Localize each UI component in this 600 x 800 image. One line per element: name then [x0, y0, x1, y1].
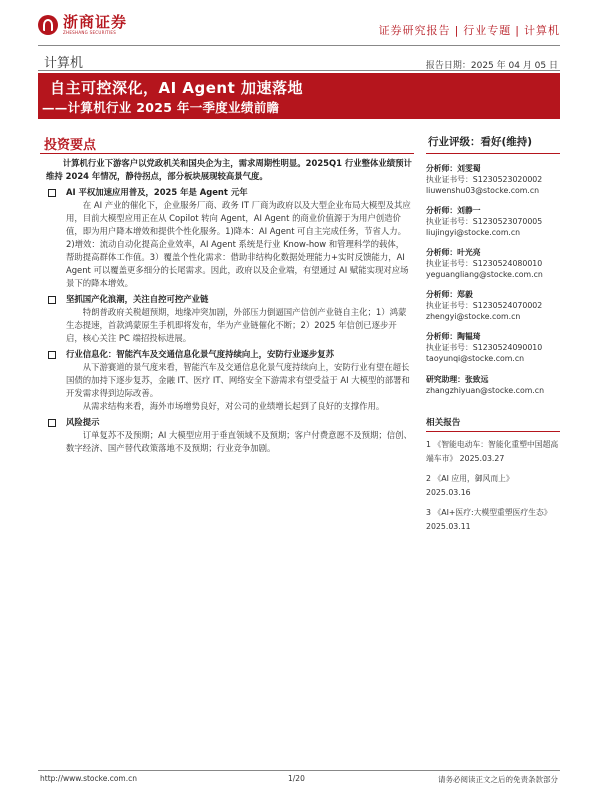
header-divider: [38, 45, 560, 46]
related-report-title[interactable]: 3 《AI+医疗:大模型重塑医疗生态》: [426, 508, 552, 517]
analyst-name: 分析师：叶光亮: [426, 248, 481, 257]
analyst-name: 分析师：陶韫琦: [426, 332, 481, 341]
related-report-title[interactable]: 1 《智能电动车：智能化重塑中国超高端车市》: [426, 440, 559, 463]
body-paragraph: 特朗普政府关税超预期，地缘冲突加剧，外部压力倒逼国产信创产业链自主化；1）鸿蒙生态提速，首款鸿蒙原生手机即将发布，华为产业链催化不断；2）2025 年信创已逐步开启，核心关注 PC 端招投标进展。: [66, 307, 407, 343]
footer-disclaimer: 请务必阅读正文之后的免责条款部分: [438, 775, 558, 784]
analyst-email[interactable]: yeguangliang@stocke.com.cn: [426, 270, 543, 279]
page-number: 1/20: [288, 774, 305, 783]
body-paragraph: 订单复苏不及预期；AI 大模型应用于垂直领域不及预期；客户付费意愿不及预期；信创、数字经济、国产替代政策落地不及预期；行业竞争加剧。: [66, 430, 412, 453]
company-logo: [38, 14, 127, 36]
assistant-name: 研究助理：张致远: [426, 375, 489, 384]
nav-industry: 计算机: [524, 24, 560, 37]
bullet-body: [46, 199, 412, 290]
related-report-date: 2025.03.11: [426, 522, 471, 531]
checkbox-bullet-icon: [48, 351, 56, 359]
bullet-body: [46, 429, 412, 455]
bullet-heading-text: AI 平权加速应用普及，2025 年是 Agent 元年: [66, 187, 248, 197]
checkbox-bullet-icon: [48, 419, 56, 427]
analyst-card: [426, 205, 560, 238]
section-divider: [40, 153, 414, 154]
bullet-heading: [46, 416, 412, 429]
report-title: 自主可控深化，AI Agent 加速落地: [50, 79, 304, 97]
related-report-item[interactable]: [426, 472, 560, 500]
nav-report-kind: 行业专题: [463, 24, 512, 37]
body-paragraph: 在 AI 产业的催化下，企业服务厂商、政务 IT 厂商为政府以及大型企业布局大模型及其应用，目前大模型应用正在从 Copilot 转向 Agent，AI Agent 的商业价值源于为用户创造价值，即为用户降本增效和提供个性化服务。1)降本：AI Agent 可自主完成任务，节省人力。2)增效：流动自动化提高企业效率，AI Agent 系统是行业 Know-how 和管理科学的载体，帮助提高群体工作值。3）覆盖个性化需求：借助非结构化数据处理能力+实时反馈能力，AI Agent 可以覆盖更多细分的长尾需求。因此，政府以及企业端，有望通过 AI 赋能实现对应场景下的降本增效。: [66, 200, 411, 288]
industry-label: 计算机: [44, 56, 84, 71]
logo-name-en: ZHESHANG SECURITIES: [63, 30, 117, 35]
checkbox-bullet-icon: [48, 189, 56, 197]
analyst-email[interactable]: zhengyi@stocke.com.cn: [426, 312, 521, 321]
analyst-card: [426, 163, 560, 196]
bullet-heading-text: 风险提示: [66, 417, 100, 427]
analyst-email[interactable]: taoyunqi@stocke.com.cn: [426, 354, 525, 363]
analyst-name: 分析师：刘静一: [426, 206, 481, 215]
analyst-card: [426, 331, 560, 364]
bullet-heading: [46, 293, 412, 306]
section-title: 投资要点: [44, 138, 97, 153]
related-report-date: 2025.03.16: [426, 488, 471, 497]
bullet-heading: [46, 186, 412, 199]
title-divider: [38, 70, 560, 71]
bullet-body: [46, 361, 412, 413]
checkbox-bullet-icon: [48, 296, 56, 304]
bullet-heading-text: 行业信息化：智能汽车及交通信息化景气度持续向上，安防行业逐步复苏: [66, 349, 334, 359]
analyst-card: [426, 289, 560, 322]
analyst-card: [426, 247, 560, 280]
intro-summary: 计算机行业下游客户以党政机关和国央企为主，需求周期性明显。2025Q1 行业整体业绩预计维持 2024 年情况，静待拐点，部分板块展现较高景气度。: [46, 158, 412, 181]
bullet-heading: [46, 348, 412, 361]
logo-text: [63, 14, 127, 36]
analyst-name: 分析师：郑毅: [426, 290, 473, 299]
related-report-item[interactable]: [426, 438, 560, 466]
analyst-cert: 执业证书号：S1230523020002: [426, 175, 543, 184]
body-paragraph: 从需求结构来看，海外市场增势良好，对公司的业绩增长起到了良好的支撑作用。: [82, 401, 385, 411]
related-report-title[interactable]: 2 《AI 应用，御风而上》: [426, 474, 514, 483]
industry-rating: 行业评级：看好(维持): [426, 134, 560, 154]
title-banner: [38, 73, 560, 119]
sidebar: [426, 134, 560, 534]
analyst-cert: 执业证书号：S1230524070002: [426, 301, 543, 310]
bullet-heading-text: 坚抓国产化浪潮，关注自控可控产业链: [66, 294, 209, 304]
footer-divider: [38, 770, 560, 771]
report-date: 报告日期：2025 年 04 月 05 日: [425, 61, 558, 71]
bullet-body: [46, 306, 412, 345]
analyst-cert: 执业证书号：S1230524090010: [426, 343, 543, 352]
report-subtitle: ——计算机行业 2025 年一季度业绩前瞻: [42, 100, 280, 115]
assistant-email[interactable]: zhangzhiyuan@stocke.com.cn: [426, 386, 545, 395]
research-assistant: [426, 374, 560, 396]
related-report-item[interactable]: [426, 506, 560, 534]
analyst-email[interactable]: liujingyi@stocke.com.cn: [426, 228, 521, 237]
logo-mark-icon: [38, 15, 58, 35]
related-report-date: 2025.03.27: [459, 454, 505, 463]
report-category-nav: 证券研究报告 | 行业专题 | 计算机: [378, 24, 560, 37]
logo-name-cn: 浙商证券: [63, 13, 128, 31]
footer-website-link[interactable]: http://www.stocke.com.cn: [40, 774, 137, 783]
analyst-cert: 执业证书号：S1230524080010: [426, 259, 543, 268]
analyst-name: 分析师：刘雯蜀: [426, 164, 481, 173]
related-reports-title: 相关报告: [426, 416, 560, 432]
body-paragraph: 从下游赛道的景气度来看，智能汽车及交通信息化景气度持续向上，安防行业有望在超长国债的加持下逐步复苏，金融 IT、医疗 IT、网络安全下游需求有望受益于 AI 大模型的部署和开发需求得到边际改善。: [66, 362, 410, 398]
analyst-cert: 执业证书号：S1230523070005: [426, 217, 543, 226]
nav-report-type: 证券研究报告: [378, 24, 451, 37]
analyst-email[interactable]: liuwenshu03@stocke.com.cn: [426, 186, 540, 195]
investment-highlights: [46, 157, 412, 455]
